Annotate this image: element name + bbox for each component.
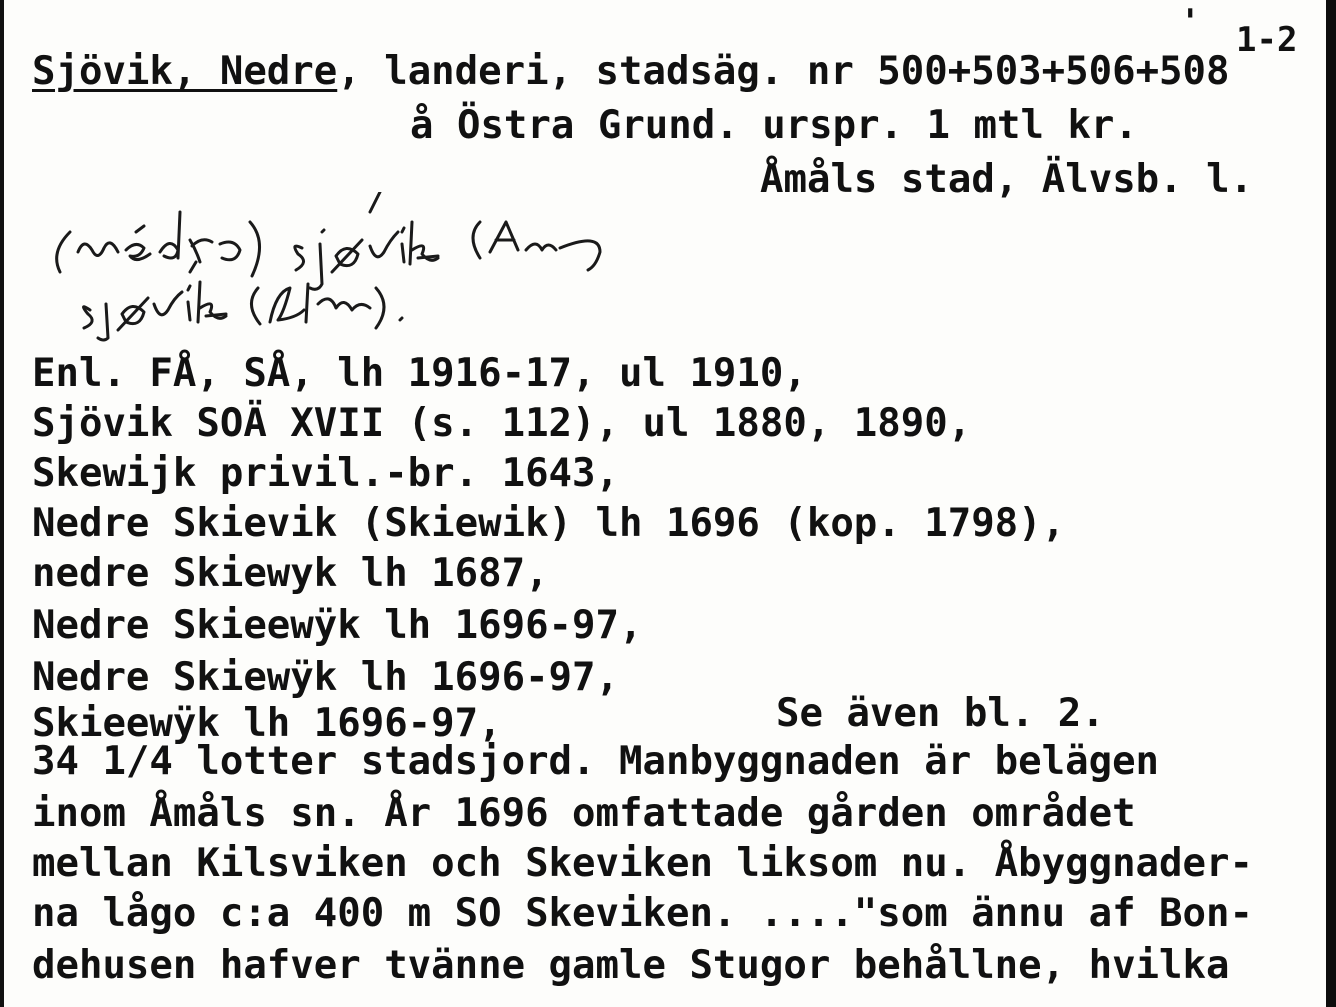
source-line-4: Nedre Skievik (Skiewik) lh 1696 (kop. 1798),	[32, 501, 1066, 546]
source-line-6: Nedre Skieewÿk lh 1696-97,	[32, 603, 643, 648]
header-line-2: å Östra Grund. urspr. 1 mtl kr.	[410, 103, 1138, 148]
tick-mark: '	[1180, 2, 1201, 42]
place-name: Sjövik, Nedre	[32, 49, 338, 94]
source-line-1: Enl. FÅ, SÅ, lh 1916-17, ul 1910,	[32, 351, 807, 396]
card-left-edge	[0, 0, 4, 1007]
description-line-4: na lågo c:a 400 m SO Skeviken. ...."som ännu af Bon-	[32, 891, 1253, 936]
description-line-2: inom Åmåls sn. År 1696 omfattade gården området	[32, 791, 1136, 836]
description-line-5: dehusen hafver tvänne gamle Stugor behållne, hvilka	[32, 943, 1230, 988]
header-line-1-rest: , landeri, stadsäg. nr 500+503+506+508	[337, 49, 1230, 94]
header-line-3: Åmåls stad, Älvsb. l.	[760, 157, 1254, 202]
handwritten-annotation	[40, 192, 920, 342]
handwriting-drawing	[40, 192, 920, 342]
header-line-1	[32, 50, 1230, 94]
source-line-8: Skieewÿk lh 1696-97,	[32, 701, 502, 746]
source-line-5: nedre Skiewyk lh 1687,	[32, 551, 549, 596]
description-line-3: mellan Kilsviken och Skeviken liksom nu. Åbyggnader-	[32, 841, 1253, 886]
see-also-note: Se även bl. 2.	[776, 691, 1105, 736]
source-line-2: Sjövik SOÄ XVII (s. 112), ul 1880, 1890,	[32, 401, 972, 446]
card-right-edge	[1326, 0, 1336, 1007]
source-line-7: Nedre Skiewÿk lh 1696-97,	[32, 655, 619, 700]
page-number: 1-2	[1236, 20, 1298, 60]
source-line-3: Skewijk privil.-br. 1643,	[32, 451, 619, 496]
description-line-1: 34 1/4 lotter stadsjord. Manbyggnaden är belägen	[32, 739, 1160, 784]
